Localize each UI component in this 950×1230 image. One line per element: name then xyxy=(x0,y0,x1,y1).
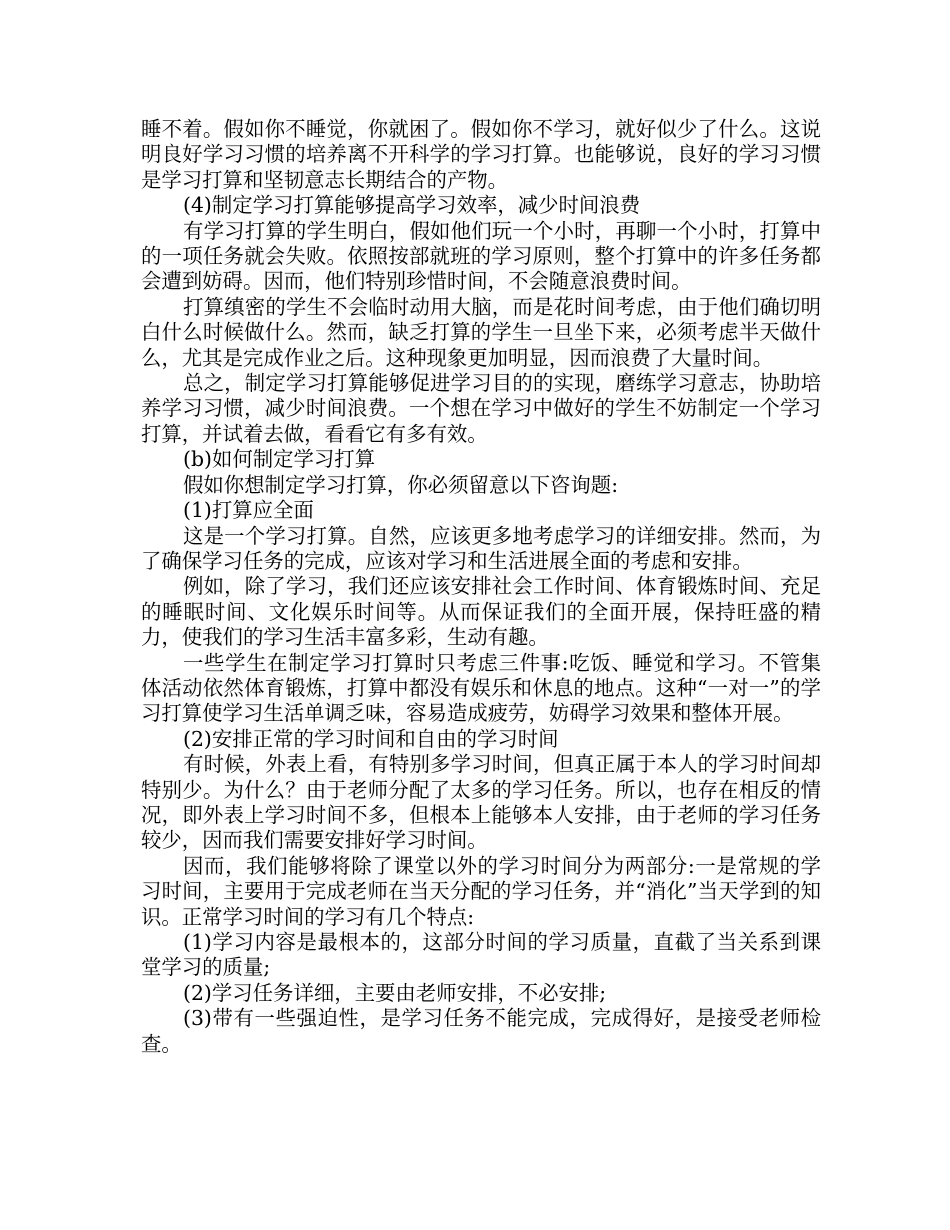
list-item-1: (1)学习内容是最根本的，这部分时间的学习质量，直截了当关系到课堂学习的质量; xyxy=(141,930,821,980)
paragraph-11: 一些学生在制定学习打算时只考虑三件事:吃饭、睡觉和学习。不管集体活动依然体育锻炼，打算中都没有娱乐和休息的地点。这种“一对一”的学习打算使学习生活单调乏味，容易造成疲劳，妨碍学习效果和整体开展。 xyxy=(141,650,821,726)
paragraph-10: 例如，除了学习，我们还应该安排社会工作时间、体育锻炼时间、充足的睡眠时间、文化娱乐时间等。从而保证我们的全面开展，保持旺盛的精力，使我们的学习生活丰富多彩，生动有趣。 xyxy=(141,574,821,650)
paragraph-3: 有学习打算的学生明白，假如他们玩一个小时，再聊一个小时，打算中的一项任务就会失败。依照按部就班的学习原则，整个打算中的许多任务都会遭到妨碍。因而，他们特别珍惜时间，不会随意浪费时间。 xyxy=(141,218,821,294)
paragraph-14: 因而，我们能够将除了课堂以外的学习时间分为两部分:一是常规的学习时间，主要用于完成老师在当天分配的学习任务，并“消化”当天学到的知识。正常学习时间的学习有几个特点: xyxy=(141,853,821,929)
document-body xyxy=(141,117,821,1057)
heading-4-efficiency: (4)制定学习打算能够提高学习效率，减少时间浪费 xyxy=(183,193,641,218)
heading-b-how-to-plan: (b)如何制定学习打算 xyxy=(183,447,376,472)
paragraph-1: 睡不着。假如你不睡觉，你就困了。假如你不学习，就好似少了什么。这说明良好学习习惯的培养离不开科学的学习打算。也能够说，良好的学习习惯是学习打算和坚韧意志长期结合的产物。 xyxy=(141,117,821,192)
heading-1-comprehensive: (1)打算应全面 xyxy=(183,498,314,523)
paragraph-7: 假如你想制定学习打算，你必须留意以下咨询题: xyxy=(183,472,619,497)
paragraph-9: 这是一个学习打算。自然，应该更多地考虑学习的详细安排。然而，为了确保学习任务的完成，应该对学习和生活进展全面的考虑和安排。 xyxy=(141,523,821,573)
paragraph-13: 有时候，外表上看，有特别多学习时间，但真正属于本人的学习时间却特别少。为什么？由于老师分配了太多的学习任务。所以，也存在相反的情况，即外表上学习时间不多，但根本上能够本人安排，由于老师的学习任务较少，因而我们需要安排好学习时间。 xyxy=(141,752,821,853)
paragraph-5: 总之，制定学习打算能够促进学习目的的实现，磨练学习意志，协助培养学习习惯，减少时间浪费。一个想在学习中做好的学生不妨制定一个学习打算，并试着去做，看看它有多有效。 xyxy=(141,371,821,446)
heading-2-schedule: (2)安排正常的学习时间和自由的学习时间 xyxy=(183,726,559,751)
list-item-2: (2)学习任务详细，主要由老师安排，不必安排; xyxy=(183,980,607,1005)
paragraph-4: 打算缜密的学生不会临时动用大脑，而是花时间考虑，由于他们确切明白什么时候做什么。然而，缺乏打算的学生一旦坐下来，必须考虑半天做什么，尤其是完成作业之后。这种现象更加明显，因而浪费了大量时间。 xyxy=(141,294,821,370)
list-item-3: (3)带有一些强迫性，是学习任务不能完成，完成得好，是接受老师检查。 xyxy=(141,1006,821,1056)
